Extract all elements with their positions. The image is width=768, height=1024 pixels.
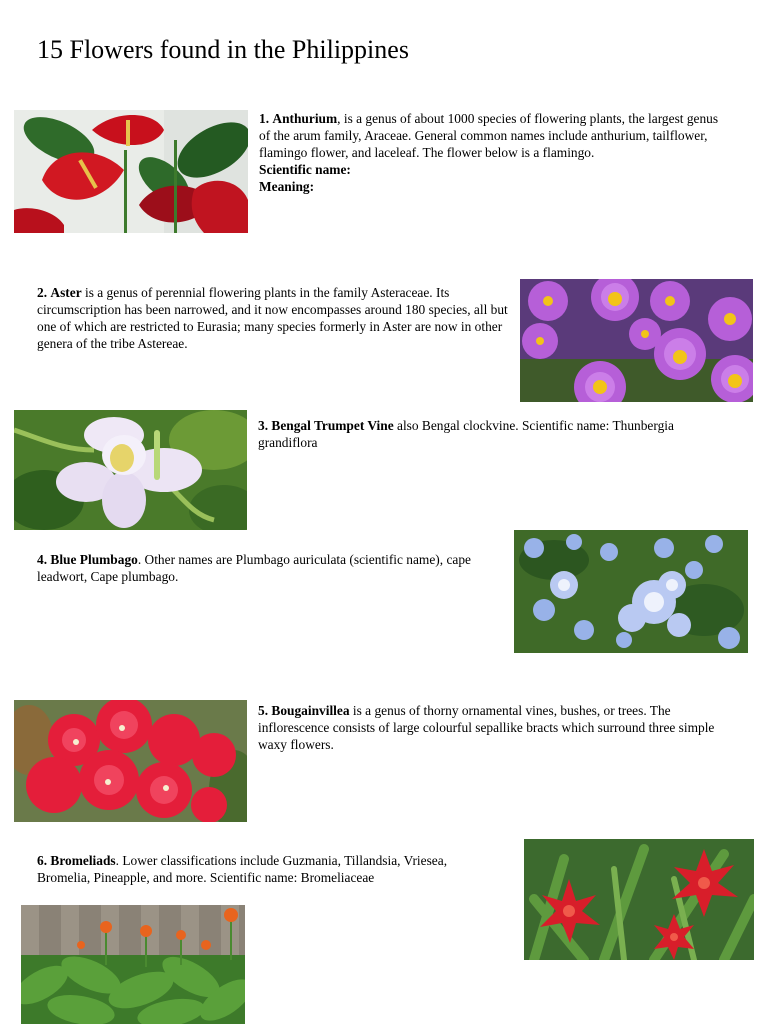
page-title: 15 Flowers found in the Philippines [37, 35, 409, 64]
entry-bromeliads [37, 852, 497, 886]
entry-number: 6. [37, 853, 48, 868]
entry-name: Bougainvillea [271, 703, 350, 718]
entry-blue-plumbago [37, 551, 477, 585]
entry-text: . Lower classifications include Guzmania, Tillandsia, Vriesea, Bromelia, Pineapple, and more. Scientific name: Bromeliaceae [37, 853, 448, 885]
entry-bougainvillea [258, 702, 718, 753]
bengal-trumpet-vine-photo [14, 410, 247, 530]
entry-number: 5. [258, 703, 269, 718]
entry-text: . Other names are Plumbago auriculata (scientific name), cape leadwort, Cape plumbago. [37, 552, 471, 584]
blue-plumbago-photo [514, 530, 748, 653]
entry-name: Blue Plumbago [50, 552, 138, 567]
anthurium-photo [14, 110, 248, 233]
meaning-label: Meaning: [259, 179, 315, 194]
entry-text: , is a genus of about 1000 species of flowering plants, the largest genus of the arum family, Araceae. General common names include anthurium, tailflower, flamingo flower, and laceleaf. The flower below is a flamingo. [259, 111, 719, 160]
bougainvillea-photo [14, 700, 247, 822]
entry-text: is a genus of perennial flowering plants in the family Asteraceae. Its circumscription has been narrowed, and it now encompasses around 180 species, all but one of which are restricted to Eurasia; many species formerly in Aster are now in other genera of the tribe Astereae. [37, 285, 508, 351]
entry-number: 2. [37, 285, 48, 300]
canna-lily-photo [21, 905, 245, 1024]
aster-photo [520, 279, 753, 402]
entry-name: Aster [50, 285, 82, 300]
entry-number: 1. [259, 111, 270, 126]
entry-text: is a genus of thorny ornamental vines, bushes, or trees. The inflorescence consists of large colourful sepallike bracts which surround three simple waxy flowers. [258, 703, 715, 752]
entry-name: Bengal Trumpet Vine [271, 418, 394, 433]
scientific-name-label: Scientific name: [259, 162, 351, 177]
entry-number: 4. [37, 552, 48, 567]
entry-aster [37, 284, 509, 352]
entry-number: 3. [258, 418, 269, 433]
entry-bengal-trumpet-vine [258, 417, 698, 451]
bromeliads-photo [524, 839, 754, 960]
entry-name: Anthurium [272, 111, 338, 126]
entry-name: Bromeliads [50, 853, 116, 868]
entry-text: also Bengal clockvine. Scientific name: Thunbergia grandiflora [258, 418, 674, 450]
entry-anthurium [259, 110, 729, 195]
